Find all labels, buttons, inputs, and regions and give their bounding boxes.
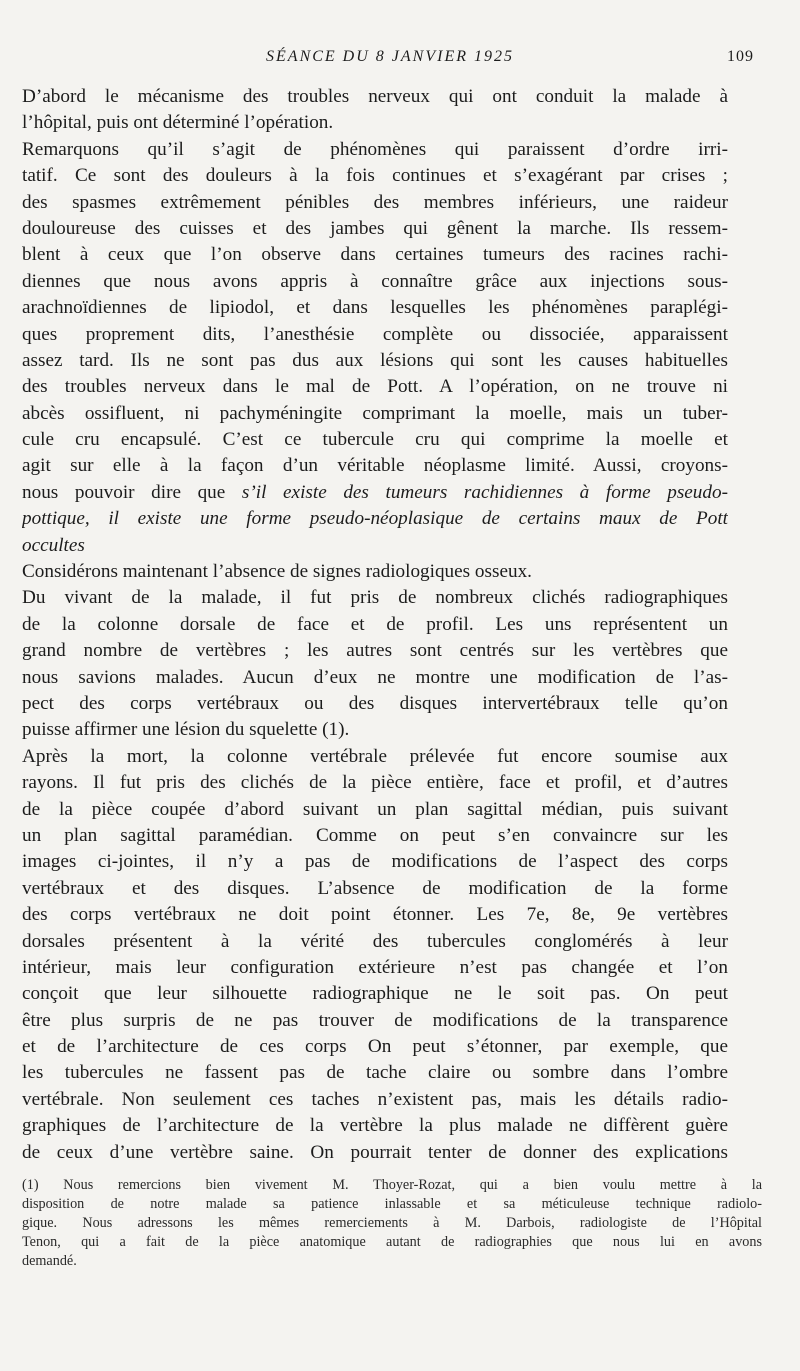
text-line — [22, 110, 728, 136]
text-line-content: des troubles nerveux dans le mal de Pott. A l’opération, on ne trouve ni — [22, 376, 728, 398]
text-line-content: ques proprement dits, l’anesthésie complète ou dissociée, apparaissent — [22, 323, 728, 345]
text-line-content: D’abord le mécanisme des troubles nerveux qui ont conduit la malade à — [22, 86, 728, 107]
text-line-content: les tubercules ne fassent pas de tache claire ou sombre dans l’ombre — [22, 1062, 728, 1084]
text-line-content: blent à ceux que l’on observe dans certaines tumeurs des racines rachi- — [22, 244, 728, 266]
text-line — [22, 717, 728, 743]
text-line-content: l’hôpital, puis ont déterminé l’opération. — [22, 112, 334, 134]
text-line-content: de la colonne dorsale de face et de profil. Les uns représentent un — [22, 613, 728, 635]
text-line — [22, 533, 728, 559]
text-line — [22, 480, 728, 506]
text-line — [22, 955, 728, 981]
text-line-content: images ci-jointes, il n’y a pas de modifications de l’aspect des corps — [22, 851, 728, 873]
text-line-content: nous savions malades. Aucun d’eux ne montre une modification de l’as- — [22, 666, 728, 688]
text-line-content: vertébrale. Non seulement ces taches n’existent pas, mais les détails radio- — [22, 1088, 728, 1110]
text-line — [22, 876, 728, 902]
text-line — [22, 453, 728, 479]
text-line — [22, 1060, 728, 1086]
text-line — [22, 823, 728, 849]
text-line — [22, 1140, 728, 1166]
text-line-content: intérieur, mais leur configuration extérieure n’est pas changée et l’on — [22, 956, 728, 978]
text-line-content: des corps vertébraux ne doit point étonner. Les 7e, 8e, 9e vertèbres — [22, 904, 728, 926]
text-line — [22, 744, 728, 770]
text-line-content: pect des corps vertébraux ou des disques intervertébraux telle qu’on — [22, 692, 728, 714]
text-line — [22, 1008, 728, 1034]
text-line-content: Remarquons qu’il s’agit de phénomènes qui paraissent d’ordre irri- — [22, 138, 728, 160]
text-line-content: Considérons maintenant l’absence de signes radiologiques osseux. — [22, 561, 532, 583]
text-line — [22, 849, 728, 875]
footnote-line: gique. Nous adressons les mêmes remerciements à M. Darbois, radiologiste de l’Hôpital — [22, 1215, 762, 1231]
footnote-line: demandé. — [22, 1253, 77, 1269]
running-header — [40, 48, 754, 72]
footnote-line: (1) Nous remercions bien vivement M. Thoyer-Rozat, qui a bien voulu mettre à la — [22, 1177, 762, 1193]
text-line-content: assez tard. Ils ne sont pas dus aux lésions qui sont les causes habituelles — [22, 349, 728, 371]
text-line-content: nous pouvoir dire que — [22, 481, 242, 503]
text-line — [22, 1087, 728, 1113]
text-line — [22, 1034, 728, 1060]
text-line — [22, 902, 728, 928]
text-line — [22, 929, 728, 955]
text-line — [22, 612, 728, 638]
footnote-line: Tenon, qui a fait de la pièce anatomique autant de radiographies que nous lui en avons — [22, 1234, 762, 1250]
text-line-content: agit sur elle à la façon d’un véritable néoplasme limité. Aussi, croyons- — [22, 455, 728, 477]
text-line-content: conçoit que leur silhouette radiographique ne le soit pas. On peut — [22, 983, 728, 1005]
text-line — [22, 585, 728, 611]
text-line — [22, 322, 728, 348]
footnote-line: disposition de notre malade sa patience inlassable et sa méticuleuse technique radiolo- — [22, 1196, 762, 1212]
text-line-content: graphiques de l’architecture de la vertèbre la plus malade ne diffèrent guère — [22, 1115, 728, 1137]
text-line — [22, 242, 728, 268]
text-line — [22, 348, 728, 374]
text-line-content: être plus surpris de ne pas trouver de modifications de la transparence — [22, 1009, 728, 1031]
text-line — [22, 1113, 728, 1139]
body-text — [22, 84, 728, 1166]
text-line — [22, 295, 728, 321]
italic-text: occultes — [22, 534, 85, 556]
text-line — [22, 770, 728, 796]
text-line — [22, 401, 728, 427]
text-line-content: cule cru encapsulé. C’est ce tubercule cru qui comprime la moelle et — [22, 429, 728, 451]
text-line-content: Du vivant de la malade, il fut pris de nombreux clichés radiographiques — [22, 587, 728, 609]
text-line-content: et de l’architecture de ces corps On peut s’étonner, par exemple, que — [22, 1036, 728, 1058]
text-line — [22, 427, 728, 453]
italic-text: pottique, il existe une forme pseudo-néoplasique de certains maux de Pott — [22, 508, 728, 530]
text-line-content: dorsales présentent à la vérité des tubercules conglomérés à leur — [22, 930, 728, 952]
footnote — [22, 1176, 762, 1271]
text-line-content: Après la mort, la colonne vertébrale prélevée fut encore soumise aux — [22, 745, 728, 767]
text-line-content: rayons. Il fut pris des clichés de la pièce entière, face et profil, et d’autres — [22, 772, 728, 794]
text-line — [22, 84, 728, 110]
text-line-content: un plan sagittal paramédian. Comme on peut s’en convaincre sur les — [22, 824, 728, 846]
page-number: 109 — [727, 48, 754, 65]
text-line — [22, 797, 728, 823]
text-line — [22, 137, 728, 163]
text-line-content: de la pièce coupée d’abord suivant un plan sagittal médian, puis suivant — [22, 798, 728, 820]
text-line-content: abcès ossifluent, ni pachyméningite comprimant la moelle, mais un tuber- — [22, 402, 728, 424]
text-line-content: douloureuse des cuisses et des jambes qui gênent la marche. Ils ressem- — [22, 217, 728, 239]
text-line-content: des spasmes extrêmement pénibles des membres inférieurs, une raideur — [22, 191, 728, 213]
text-line — [22, 163, 728, 189]
text-line — [22, 638, 728, 664]
text-line — [22, 981, 728, 1007]
text-line — [22, 269, 728, 295]
italic-text: s’il existe des tumeurs rachidiennes à forme pseudo- — [241, 481, 728, 503]
text-line-content: grand nombre de vertèbres ; les autres sont centrés sur les vertèbres que — [22, 640, 728, 662]
text-line — [22, 506, 728, 532]
text-line-content: vertébraux et des disques. L’absence de modification de la forme — [22, 877, 728, 899]
text-line-content: diennes que nous avons appris à connaître grâce aux injections sous- — [22, 270, 728, 292]
running-title: SÉANCE DU 8 JANVIER 1925 — [266, 48, 514, 65]
text-line-content: puisse affirmer une lésion du squelette (1). — [22, 719, 350, 741]
text-line — [22, 216, 728, 242]
text-line-content: de ceux d’une vertèbre saine. On pourrait tenter de donner des explications — [22, 1141, 728, 1163]
text-line — [22, 190, 728, 216]
text-line — [22, 665, 728, 691]
text-line — [22, 691, 728, 717]
text-line-content: arachnoïdiennes de lipiodol, et dans lesquelles les phénomènes paraplégi- — [22, 297, 728, 319]
text-line-content: tatif. Ce sont des douleurs à la fois continues et s’exagérant par crises ; — [22, 165, 728, 187]
text-line — [22, 374, 728, 400]
text-line — [22, 559, 728, 585]
